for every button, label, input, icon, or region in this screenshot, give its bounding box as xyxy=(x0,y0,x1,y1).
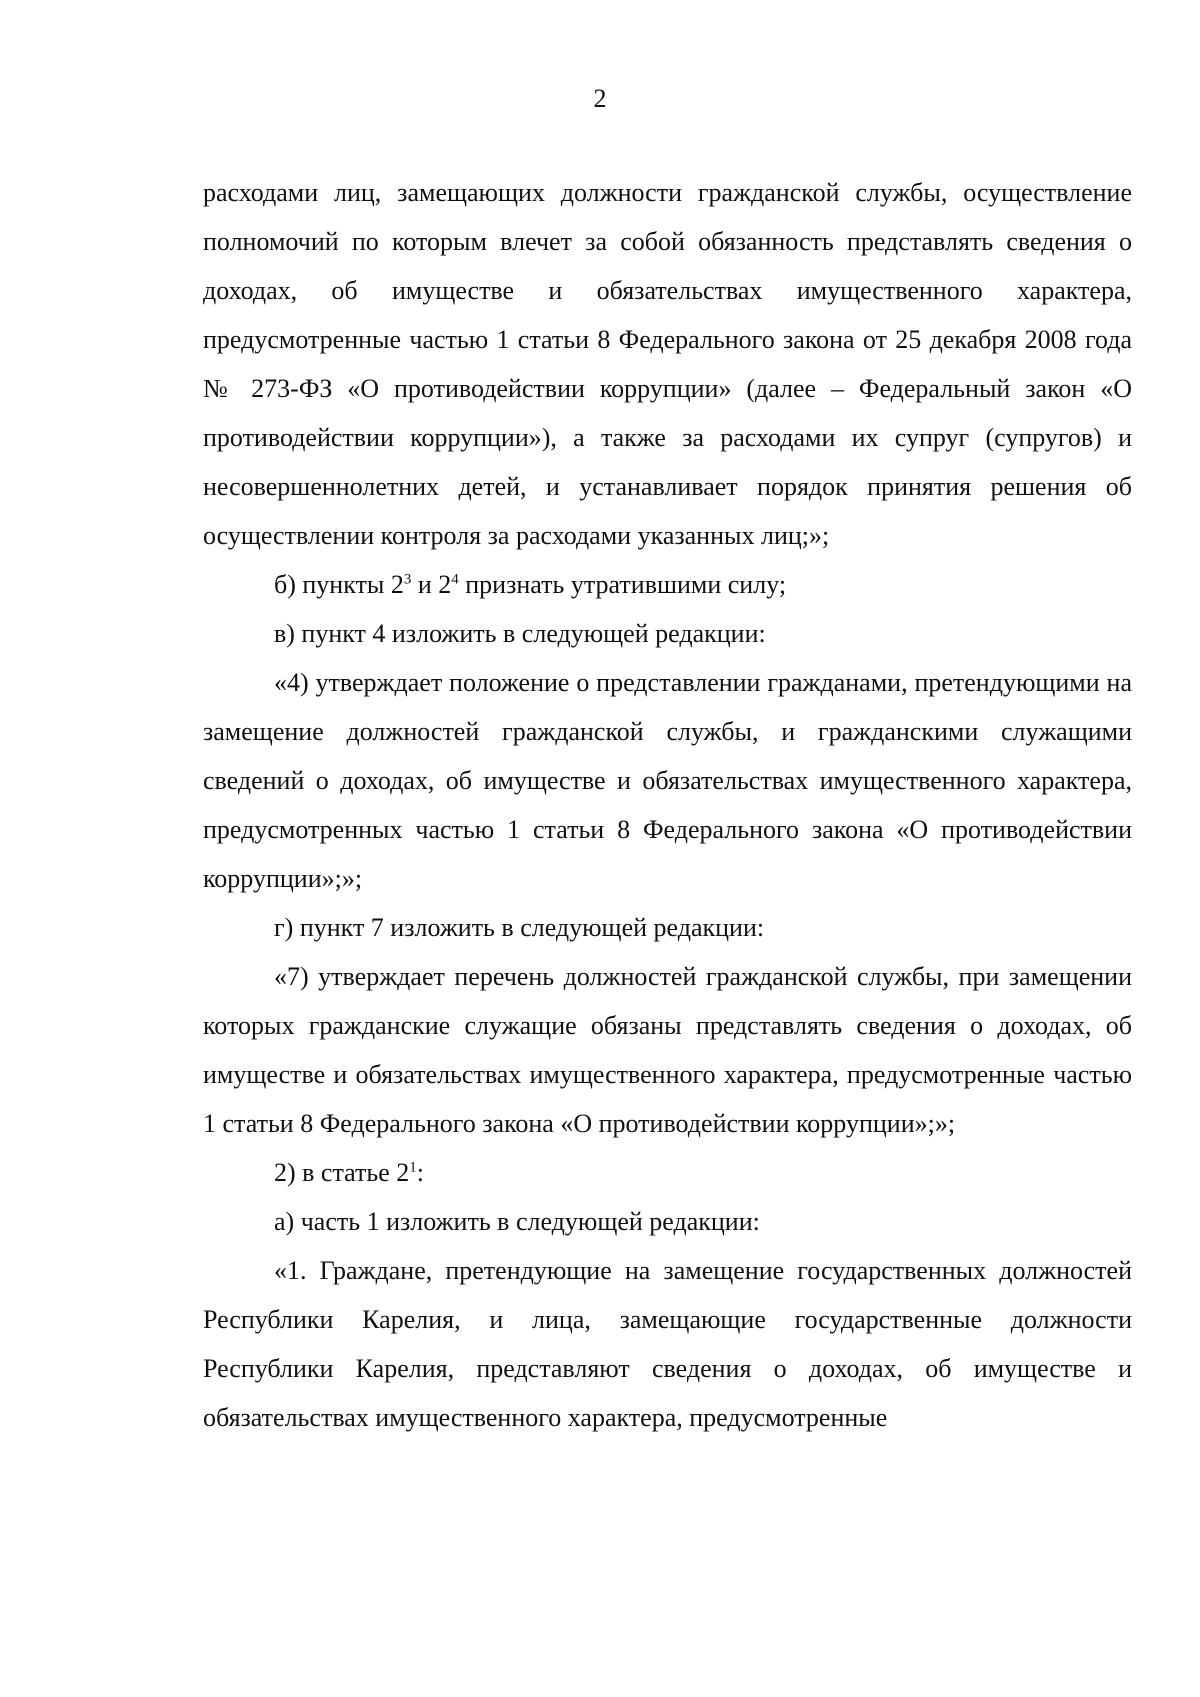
paragraph-continuation: расходами лиц, замещающих должности гражданской службы, осуществление полномочий по которым влечет за собой обязанность представлять сведения о доходах, об имуществе и обязательствах имущественного характера, предусмотренные частью 1 статьи 8 Федерального закона от 25 декабря 2008 года № 273-ФЗ «О противодействии коррупции» (далее – Федеральный закон «О противодействии коррупции»), а также за расходами их супруг (супругов) и несовершеннолетних детей, и устанавливает порядок принятия решения об осуществлении контроля за расходами указанных лиц;»; xyxy=(203,178,1132,550)
document-body xyxy=(203,168,1132,1442)
paragraph-part-1: «1. Граждане, претендующие на замещение государственных должностей Республики Карелия, и лица, замещающие государственные должности Республики Карелия, представляют сведения о доходах, об имуществе и обязательствах имущественного характера, предусмотренные xyxy=(203,1256,1132,1432)
superscript-3: 3 xyxy=(403,571,412,588)
paragraph-article-2-1 xyxy=(203,1148,1132,1197)
paragraph-article-text-start: 2) в статье 2 xyxy=(274,1158,410,1187)
page-number: 2 xyxy=(593,84,607,113)
paragraph-point-4: «4) утверждает положение о представлении гражданами, претендующими на замещение должностей гражданской службы, и гражданскими служащими сведений о доходах, об имуществе и обязательствах имущественного характера, предусмотренных частью 1 статьи 8 Федерального закона «О противодействии коррупции»;»; xyxy=(203,668,1132,893)
paragraph-item-b-text-middle: и 2 xyxy=(411,570,452,599)
paragraph-item-v: в) пункт 4 изложить в следующей редакции: xyxy=(274,619,766,648)
paragraph-item-b xyxy=(203,560,1132,609)
paragraph-item-g: г) пункт 7 изложить в следующей редакции: xyxy=(274,913,765,942)
paragraph-point-7: «7) утверждает перечень должностей гражданской службы, при замещении которых гражданские служащие обязаны представлять сведения о доходах, об имуществе и обязательствах имущественного характера, предусмотренные частью 1 статьи 8 Федерального закона «О противодействии коррупции»;»; xyxy=(203,962,1132,1138)
paragraph-article-text-end: : xyxy=(416,1158,425,1187)
paragraph-item-b-text-start: б) пункты 2 xyxy=(274,570,404,599)
superscript-4: 4 xyxy=(451,571,459,588)
paragraph-item-b-text-end: признать утратившими силу; xyxy=(458,570,787,599)
superscript-1: 1 xyxy=(409,1159,417,1176)
paragraph-item-a: а) часть 1 изложить в следующей редакции: xyxy=(274,1207,760,1236)
